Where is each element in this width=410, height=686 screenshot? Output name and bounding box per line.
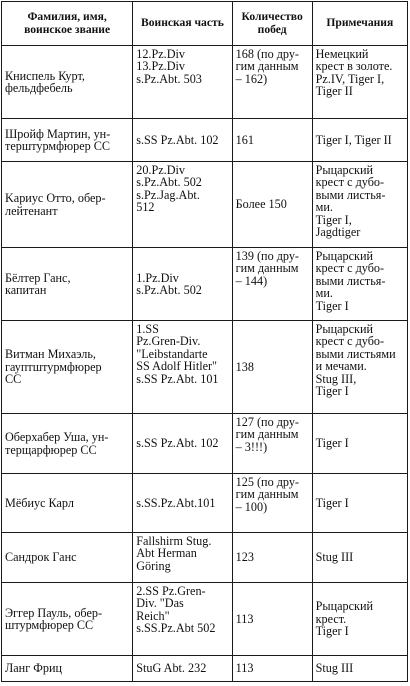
table-row xyxy=(2,321,408,414)
cell-text: 512 xyxy=(136,200,155,215)
cell-text: "Leibstandarte xyxy=(136,346,208,361)
cell-text: SS Adolf Hitler" xyxy=(136,359,218,374)
cell-text: 20.Pz.Div xyxy=(136,163,185,177)
cell-text: 138 xyxy=(235,359,254,374)
cell-text: s.Pz.Abt. 502 xyxy=(136,283,202,297)
cell-text: s.SS Pz.Abt. 101 xyxy=(136,371,219,386)
cell-text: Tiger II xyxy=(315,84,353,99)
cell-notes xyxy=(312,414,407,474)
cell-text: Оберхабер Уша, ун- xyxy=(5,430,109,445)
cell-text: – 3!!!) xyxy=(235,439,268,454)
cell-text: Göring xyxy=(136,558,171,573)
cell-notes xyxy=(312,321,407,414)
cell-name-rank xyxy=(2,46,133,119)
cell-text: s.SS Pz.Abt. 102 xyxy=(136,436,219,451)
cell-notes xyxy=(312,119,407,162)
cell-name-rank xyxy=(2,474,133,533)
cell-kills xyxy=(232,656,312,682)
header-text: Количество xyxy=(241,9,303,23)
cell-text: 113 xyxy=(235,661,254,676)
cell-text: Abt Herman xyxy=(136,546,197,561)
table-row xyxy=(2,46,408,119)
cell-unit xyxy=(133,248,232,321)
cell-text: s.SS Pz.Abt. 102 xyxy=(136,132,219,147)
cell-text: выми листьями xyxy=(315,346,396,361)
cell-text: 161 xyxy=(235,132,254,147)
cell-notes xyxy=(312,533,407,583)
cell-text: СС xyxy=(5,372,22,387)
cell-kills xyxy=(232,46,312,119)
cell-text: выми листья- xyxy=(315,187,386,202)
cell-text: Stug III xyxy=(315,550,354,565)
table-row xyxy=(2,533,408,583)
cell-text: гим данным xyxy=(235,261,299,276)
cell-text: 13.Pz.Div xyxy=(136,59,185,74)
cell-text: гим данным xyxy=(235,59,299,74)
cell-text: Более 150 xyxy=(235,197,287,212)
cell-unit xyxy=(133,46,232,119)
table-row xyxy=(2,414,408,474)
cell-text: 125 (по дру- xyxy=(235,475,299,489)
cell-text: Рыцарский xyxy=(315,163,373,177)
cell-name-rank xyxy=(2,533,133,583)
cell-text: Эггер Пауль, обер- xyxy=(5,605,103,620)
cell-unit xyxy=(133,414,232,474)
cell-text: s.Pz.Abt. 503 xyxy=(136,71,202,86)
cell-text: крест с дубо- xyxy=(315,334,385,349)
cell-text: Jagdtiger xyxy=(315,225,361,240)
table-row xyxy=(2,248,408,321)
cell-text: крест в золоте. xyxy=(315,59,393,74)
aces-table xyxy=(1,1,408,682)
cell-text: s.SS.Pz.Abt 502 xyxy=(136,621,216,636)
cell-name-rank xyxy=(2,248,133,321)
cell-text: лейтенант xyxy=(5,203,58,218)
cell-text: 168 (по дру- xyxy=(235,47,299,61)
cell-text: ми. xyxy=(315,200,333,215)
header-notes xyxy=(312,2,407,46)
cell-kills xyxy=(232,248,312,321)
cell-name-rank xyxy=(2,583,133,656)
cell-kills xyxy=(232,474,312,533)
cell-text: 127 (по дру- xyxy=(235,415,299,429)
cell-notes xyxy=(312,474,407,533)
cell-text: Книспель Курт, xyxy=(5,68,85,83)
cell-text: Fallshirm Stug. xyxy=(136,534,212,548)
cell-unit xyxy=(133,583,232,656)
cell-text: – 144) xyxy=(235,273,268,288)
cell-kills xyxy=(232,162,312,248)
cell-unit xyxy=(133,119,232,162)
cell-text: фельдфебель xyxy=(5,81,73,95)
cell-unit xyxy=(133,162,232,248)
cell-text: Tiger I xyxy=(315,624,349,639)
cell-name-rank xyxy=(2,119,133,162)
table-header-row xyxy=(2,2,408,46)
cell-text: 12.Pz.Div xyxy=(136,47,185,61)
cell-kills xyxy=(232,414,312,474)
cell-unit xyxy=(133,474,232,533)
cell-text: капитан xyxy=(5,283,47,297)
cell-text: и мечами. xyxy=(315,359,367,374)
cell-text: – 162) xyxy=(235,71,268,86)
cell-text: 1.Pz.Div xyxy=(136,270,179,285)
cell-text: Рыцарский xyxy=(315,599,373,614)
cell-text: Stug III, xyxy=(315,371,357,386)
cell-text: Tiger I xyxy=(315,436,349,451)
cell-text: 123 xyxy=(235,550,254,565)
header-text: воинское звание xyxy=(24,22,111,36)
cell-unit xyxy=(133,533,232,583)
cell-name-rank xyxy=(2,656,133,682)
cell-text: Бёлтер Ганс, xyxy=(5,270,71,285)
cell-text: 1.SS xyxy=(136,322,159,336)
table-row xyxy=(2,656,408,682)
table-row xyxy=(2,474,408,533)
cell-text: гим данным xyxy=(235,427,299,442)
cell-text: Рыцарский xyxy=(315,322,373,336)
cell-text: 139 (по дру- xyxy=(235,249,299,263)
cell-name-rank xyxy=(2,414,133,474)
header-unit xyxy=(133,2,232,46)
cell-name-rank xyxy=(2,162,133,248)
cell-text: s.SS.Pz.Abt.101 xyxy=(136,495,216,510)
cell-text: терштурмфюрер СС xyxy=(5,139,110,153)
cell-text: Tiger I xyxy=(315,495,349,510)
cell-kills xyxy=(232,533,312,583)
cell-text: ми. xyxy=(315,286,333,301)
cell-text: – 100) xyxy=(235,499,268,514)
cell-text: s.Pz.Jag.Abt. xyxy=(136,187,200,202)
cell-text: StuG Abt. 232 xyxy=(136,661,207,676)
cell-text: Рыцарский xyxy=(315,249,373,263)
cell-text: Шройф Мартин, ун- xyxy=(5,126,111,141)
cell-unit xyxy=(133,656,232,682)
header-name-rank xyxy=(2,2,133,46)
cell-text: Tiger I xyxy=(315,384,349,399)
cell-text: Kариус Отто, обер- xyxy=(5,191,106,206)
cell-text: крест с дубо- xyxy=(315,261,385,276)
cell-notes xyxy=(312,162,407,248)
cell-kills xyxy=(232,583,312,656)
cell-text: Tiger I, Tiger II xyxy=(315,132,392,147)
cell-text: Pz.IV, Tiger I, xyxy=(315,71,385,86)
cell-notes xyxy=(312,248,407,321)
cell-text: Stug III xyxy=(315,661,354,676)
cell-text: терщарфюрер СС xyxy=(5,442,97,457)
cell-notes xyxy=(312,583,407,656)
cell-unit xyxy=(133,321,232,414)
cell-name-rank xyxy=(2,321,133,414)
cell-text: Немецкий xyxy=(315,47,369,61)
header-text: Фамилия, имя, xyxy=(27,9,107,23)
cell-text: Витман Михаэль, xyxy=(5,347,96,362)
cell-text: Reich" xyxy=(136,608,170,623)
cell-text: 2.SS Pz.Gren- xyxy=(136,584,206,598)
cell-notes xyxy=(312,46,407,119)
cell-kills xyxy=(232,321,312,414)
cell-text: Pz.Gren-Div. xyxy=(136,334,201,349)
cell-text: крест с дубо- xyxy=(315,175,385,190)
cell-text: s.Pz.Abt. 502 xyxy=(136,175,202,190)
cell-text: штурмфюрер СС xyxy=(5,618,94,632)
cell-text: Сандрок Ганс xyxy=(5,550,77,565)
table-row xyxy=(2,162,408,248)
header-text: Воинская часть xyxy=(141,16,224,30)
cell-text: Tiger I xyxy=(315,298,349,313)
cell-text: гим данным xyxy=(235,487,299,502)
cell-text: 113 xyxy=(235,611,254,626)
header-kills xyxy=(232,2,312,46)
cell-text: Мёбиус Карл xyxy=(5,495,74,510)
cell-text: Div. "Das xyxy=(136,596,184,611)
table-row xyxy=(2,119,408,162)
cell-text: Ланг Фриц xyxy=(5,661,63,676)
cell-text: выми листья- xyxy=(315,273,386,288)
cell-text: Tiger I, xyxy=(315,212,352,227)
cell-kills xyxy=(232,119,312,162)
cell-text: гауптштурмфюрер xyxy=(5,359,102,374)
cell-text: крест. xyxy=(315,611,347,626)
header-text: Примечания xyxy=(326,16,394,30)
table-body xyxy=(2,46,408,682)
cell-notes xyxy=(312,656,407,682)
table-row xyxy=(2,583,408,656)
header-text: побед xyxy=(257,22,287,36)
